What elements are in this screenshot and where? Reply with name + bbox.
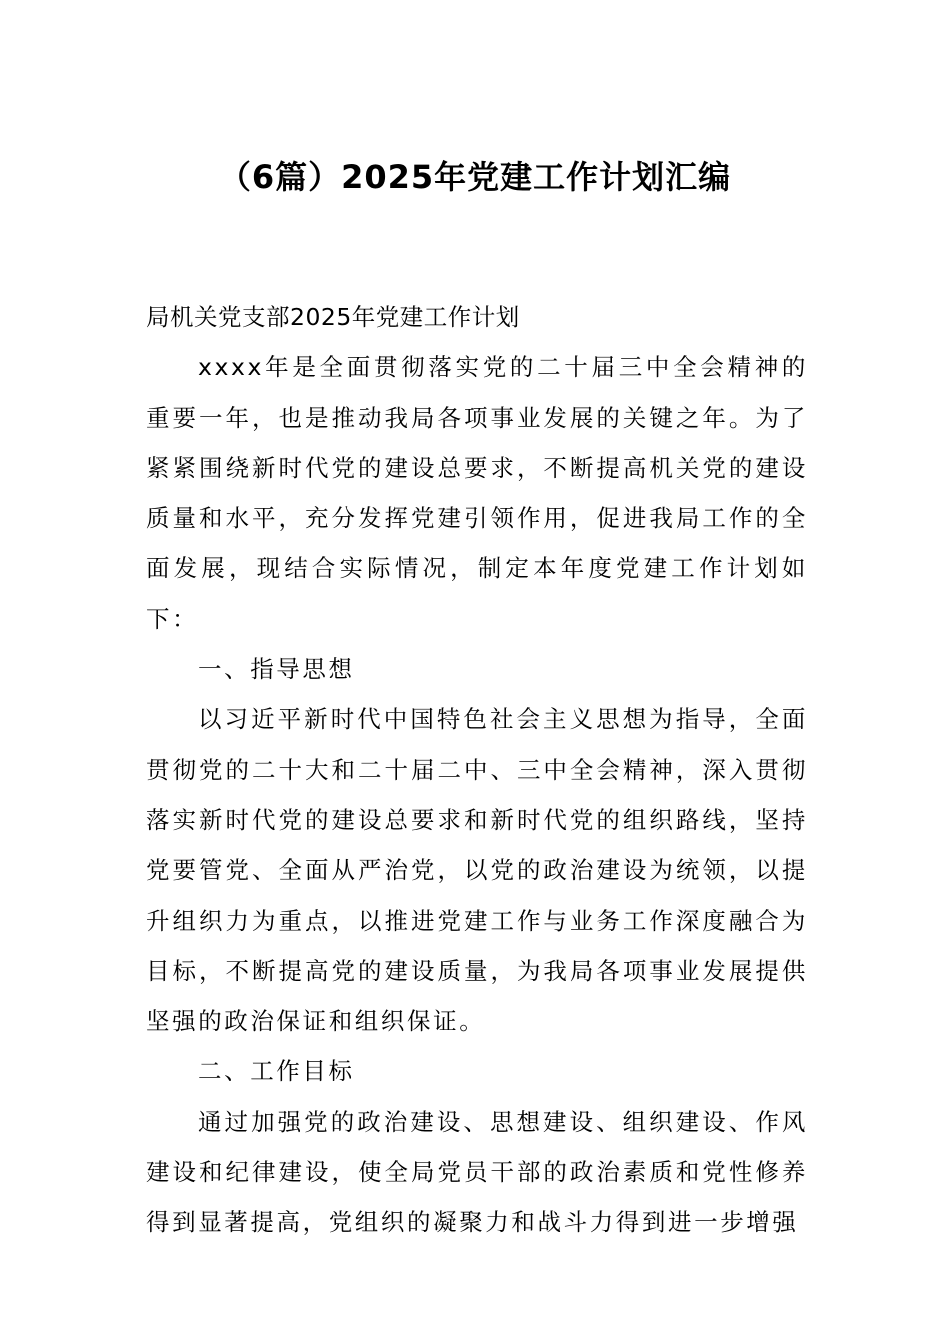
document-body	[146, 292, 808, 1248]
document-subtitle: 局机关党支部2025年党建工作计划	[146, 303, 520, 331]
intro-paragraph: xxxx年是全面贯彻落实党的二十届三中全会精神的重要一年，也是推动我局各项事业发展的关键之年。为了紧紧围绕新时代党的建设总要求，不断提高机关党的建设质量和水平，充分发挥党建引领作用，促进我局工作的全面发展，现结合实际情况，制定本年度党建工作计划如下：	[146, 353, 808, 633]
work-goals-paragraph: 通过加强党的政治建设、思想建设、组织建设、作风建设和纪律建设，使全局党员干部的政治素质和党性修养得到显著提高，党组织的凝聚力和战斗力得到进一步增强	[146, 1107, 808, 1237]
section-heading-guiding-ideology: 一、指导思想	[198, 655, 355, 684]
document-title: （6篇）2025年党建工作计划汇编	[218, 158, 732, 196]
guiding-ideology-paragraph: 以习近平新时代中国特色社会主义思想为指导，全面贯彻党的二十大和二十届二中、三中全会精神，深入贯彻落实新时代党的建设总要求和新时代党的组织路线，坚持党要管党、全面从严治党，以党的政治建设为统领，以提升组织力为重点，以推进党建工作与业务工作深度融合为目标，不断提高党的建设质量，为我局各项事业发展提供坚强的政治保证和组织保证。	[146, 705, 808, 1036]
section-heading-work-goals: 二、工作目标	[198, 1057, 355, 1086]
